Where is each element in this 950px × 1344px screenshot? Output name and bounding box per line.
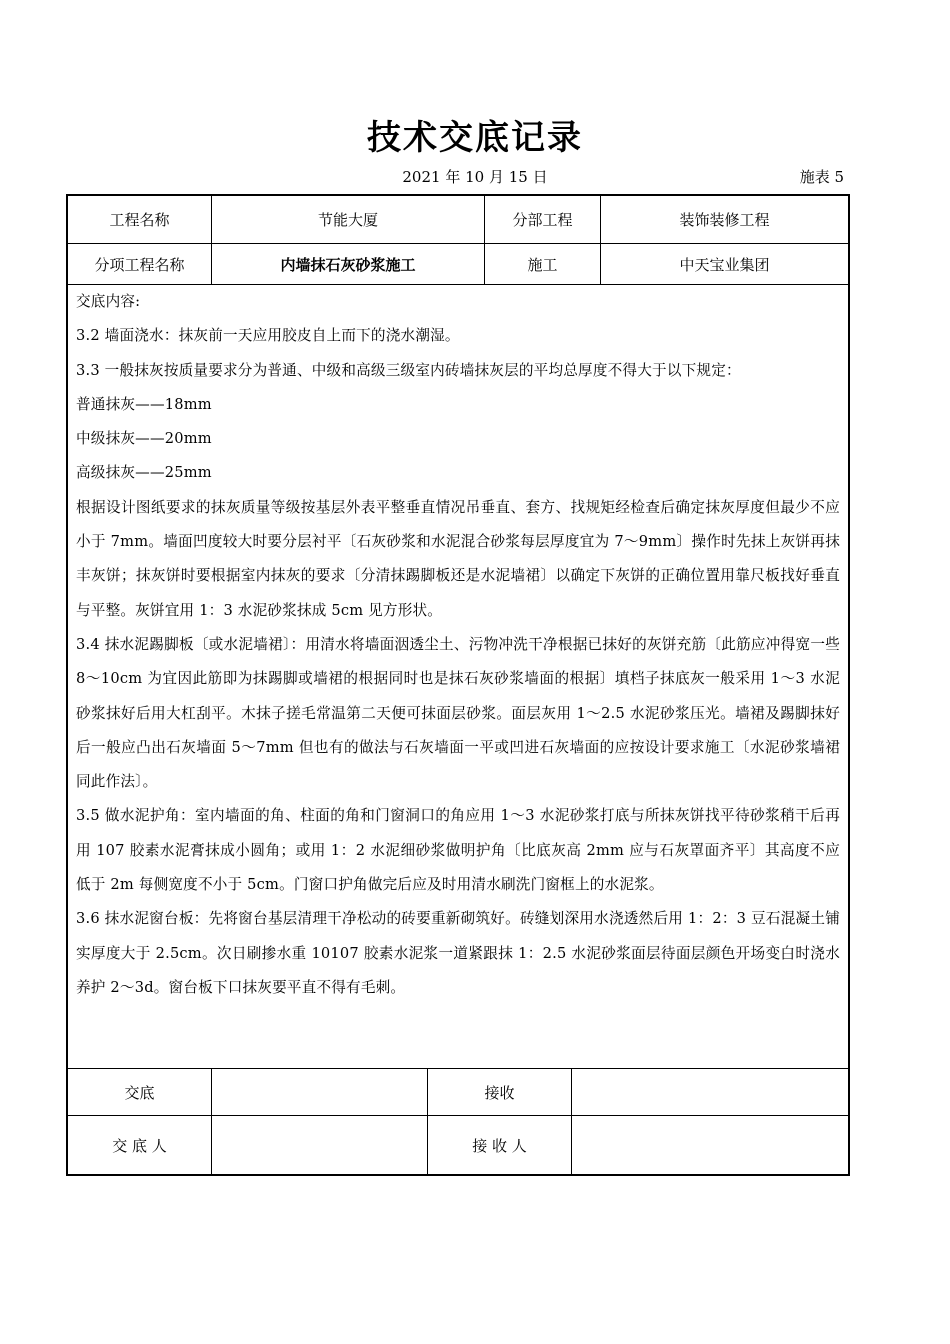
handover-content	[68, 285, 848, 1069]
content-paragraph: 高级抹灰——25mm	[76, 464, 212, 482]
handover-person-value	[211, 1116, 427, 1174]
content-paragraph: 3.5 做水泥护角：室内墙面的角、柱面的角和门窗洞口的角应用 1～3 水泥砂浆打底与所抹灰饼找平待砂浆稍干后再用 107 胶素水泥膏抹成小圆角；或用 1：2 水泥细砂浆做明护角〔比底灰高 2mm 应与石灰罩面齐平〕其高度不应低于 2m 每侧宽度不小于 5cm。门窗口护角做完后应及时用清水刷洗门窗框上的水泥浆。	[76, 807, 840, 894]
handover-label: 交底	[124, 1083, 155, 1102]
construction-value: 中天宝业集团	[600, 244, 848, 284]
content-paragraph: 根据设计图纸要求的抹灰质量等级按基层外表平整垂直情况吊垂直、套方、找规矩经检查后确定抹灰厚度但最少不应小于 7mm。墙面凹度较大时要分层衬平〔石灰砂浆和水泥混合砂浆每层厚度宜为 7～9mm〕操作时先抹上灰饼再抹丰灰饼；抹灰饼时要根据室内抹灰的要求〔分清抹踢脚板还是水泥墙裙〕以确定下灰饼的正确位置用靠尺板找好垂直与平整。灰饼宜用 1：3 水泥砂浆抹成 5cm 见方形状。	[76, 498, 840, 619]
division-value: 装饰装修工程	[600, 196, 848, 243]
handover-value	[211, 1069, 427, 1115]
header-row-1	[68, 196, 848, 244]
content-paragraph: 3.4 抹水泥踢脚板〔或水泥墙裙〕：用清水将墙面洇透尘土、污物冲洗干净根据已抹好的灰饼充筋〔此筋应冲得宽一些 8～10cm 为宜因此筋即为抹踢脚或墙裙的根据同时也是抹石灰砂浆墙面的根据〕填档子抹底灰一般采用 1～3 水泥砂浆抹好后用大杠刮平。木抹子搓毛常温第二天便可抹面层砂浆。面层灰用 1～2.5 水泥砂浆压光。墙裙及踢脚抹好后一般应凸出石灰墙面 5～7mm 但也有的做法与石灰墙面一平或凹进石灰墙面的应按设计要求施工〔水泥砂浆墙裙同此作法〕。	[76, 635, 840, 791]
record-date: 2021 年 10 月 15 日	[402, 168, 548, 186]
subitem-label: 分项工程名称	[94, 255, 185, 274]
receive-label: 接收	[427, 1069, 571, 1115]
content-paragraph: 普通抹灰——18mm	[76, 395, 212, 413]
receiver-value	[571, 1116, 848, 1174]
content-paragraph: 3.6 抹水泥窗台板：先将窗台基层清理干净松动的砖要重新砌筑好。砖缝划深用水浇透然后用 1：2：3 豆石混凝土铺实厚度大于 2.5cm。次日刷掺水重 10107 胶素水泥浆一道紧跟抹 1：2.5 水泥砂浆面层待面层颜色开场变白时浇水养护 2～3d。窗台板下口抹灰要平直不得有毛刺。	[76, 910, 840, 996]
footer-row-2	[68, 1116, 848, 1174]
content-paragraph: 3.3 一般抹灰按质量要求分为普通、中级和高级三级室内砖墙抹灰层的平均总厚度不得大于以下规定：	[76, 361, 741, 379]
page-title: 技术交底记录	[367, 118, 583, 158]
record-table	[66, 194, 850, 1176]
handover-person-label: 交 底 人	[112, 1136, 167, 1155]
receiver-label: 接 收 人	[427, 1116, 571, 1174]
project-name-value: 节能大厦	[211, 196, 484, 243]
content-paragraph: 3.2 墙面浇水：抹灰前一天应用胶皮自上而下的浇水潮湿。	[76, 327, 460, 345]
content-paragraph: 中级抹灰——20mm	[76, 430, 212, 448]
division-label: 分部工程	[484, 196, 600, 243]
subitem-value: 内墙抹石灰砂浆施工	[211, 244, 484, 284]
receive-value	[571, 1069, 848, 1115]
project-name-label: 工程名称	[109, 211, 170, 229]
construction-label: 施工	[484, 244, 600, 284]
footer-row-1	[68, 1069, 848, 1116]
header-row-2	[68, 244, 848, 285]
content-heading: 交底内容:	[76, 293, 141, 310]
form-number: 施表 5	[799, 168, 844, 186]
